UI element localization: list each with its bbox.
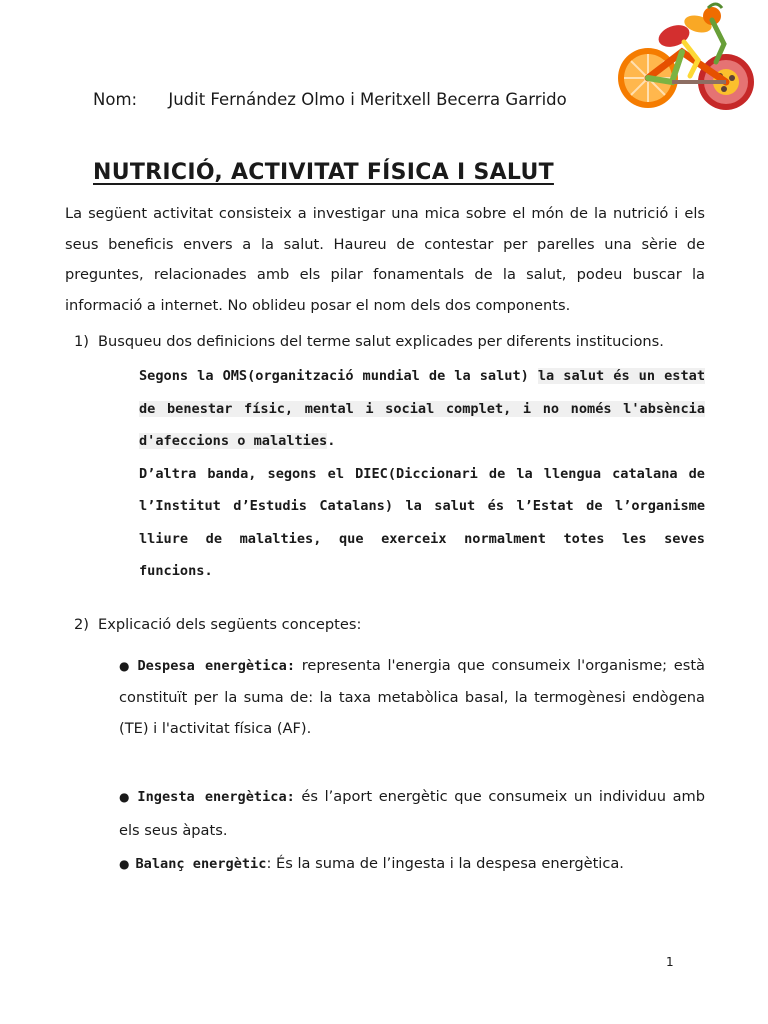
concept-text: representa l'energia que consumeix l'organisme; està constituït per la suma de: la taxa metabòlica basal, la termogènesi endògena (TE) i l'activitat física (AF).	[119, 657, 706, 737]
concept-text: : És la suma de l’ingesta i la despesa energètica.	[266, 855, 624, 872]
name-label: Nom:	[93, 90, 138, 109]
name-value: Judit Fernández Olmo i Meritxell Becerra Garrido	[168, 90, 567, 109]
question-1-text: Busqueu dos definicions del terme salut explicades per diferents institucions.	[98, 333, 664, 350]
concept-text: és l’aport energètic que consumeix un individuu amb els seus àpats.	[119, 788, 705, 839]
student-names	[93, 90, 567, 109]
question-1-answer	[139, 360, 705, 588]
concept-term: Despesa energètica:	[137, 658, 296, 674]
answer-oms-lead: Segons la OMS(organització mundial de la salut)	[139, 368, 529, 384]
concept-term: Balanç energètic	[135, 856, 267, 872]
concept-ingesta	[119, 780, 705, 847]
question-2-number: 2)	[74, 616, 89, 633]
concept-term: Ingesta energètica:	[137, 789, 295, 805]
page-number: 1	[666, 955, 674, 969]
question-1	[74, 333, 664, 350]
food-bike-logo-image	[612, 2, 762, 114]
concept-despesa	[119, 650, 705, 744]
bullet-icon: ●	[119, 857, 130, 871]
document-title: NUTRICIÓ, ACTIVITAT FÍSICA I SALUT	[93, 160, 554, 185]
question-2-text: Explicació dels següents conceptes:	[98, 616, 362, 633]
question-2	[74, 616, 361, 633]
bullet-icon: ●	[119, 659, 132, 673]
intro-paragraph: La següent activitat consisteix a investigar una mica sobre el món de la nutrició i els seus beneficis envers a la salut. Haureu de contestar per parelles una sèrie de preguntes, relacionades amb els pilar fonamentals de la salut, podeu buscar la informació a internet. No oblideu posar el nom dels dos components.	[65, 205, 705, 314]
answer-oms-definition: la salut és un estat de benestar físic, mental i social complet, i no només l'absència d'afeccions o malalties	[139, 368, 706, 449]
question-1-number: 1)	[74, 333, 89, 350]
answer-oms-end: .	[327, 433, 336, 449]
concept-balanc	[119, 852, 705, 876]
answer-diec-definition: D’altra banda, segons el DIEC(Diccionari de la llengua catalana de l’Institut d’Estudis Catalans) la salut és l’Estat de l’organisme lliure de malalties, que exerceix normalment totes les seves funcions.	[139, 465, 705, 579]
bullet-icon: ●	[119, 790, 132, 804]
